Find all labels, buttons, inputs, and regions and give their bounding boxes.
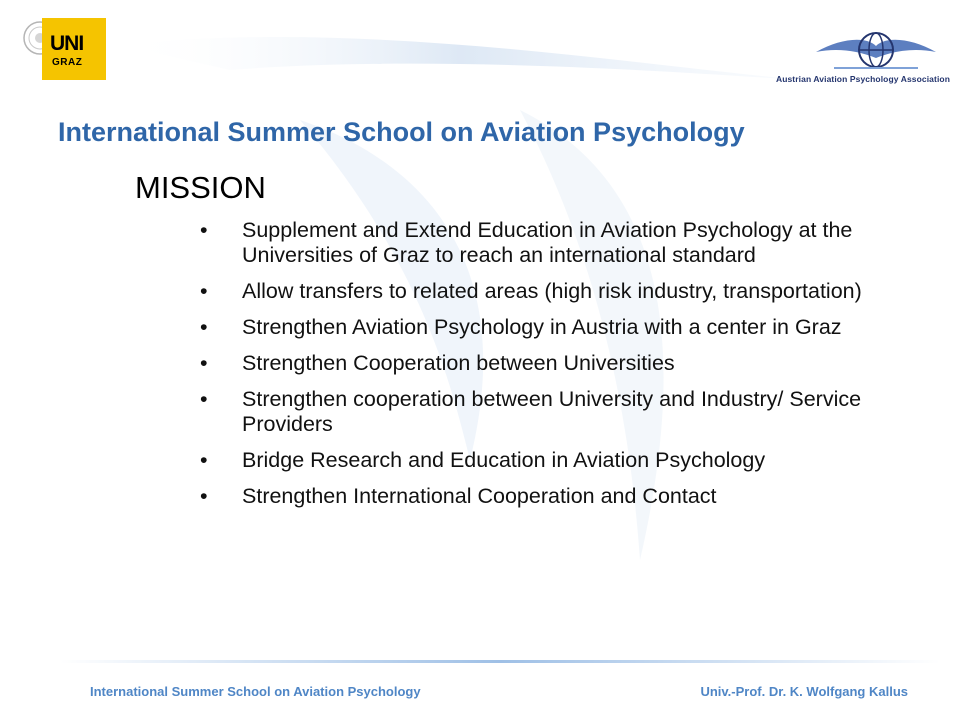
bullet-marker: •	[200, 218, 208, 242]
uni-graz-logo-line2: GRAZ	[52, 57, 83, 68]
uni-graz-logo-line1: UNI	[50, 32, 84, 55]
bullet-marker: •	[200, 279, 208, 303]
bullet-item	[200, 351, 920, 376]
bullet-marker: •	[200, 387, 208, 411]
slide-title: International Summer School on Aviation Psychology	[58, 117, 745, 147]
footer-course-name: International Summer School on Aviation Psychology	[90, 684, 421, 699]
bullet-marker: •	[200, 315, 208, 339]
bullet-marker: •	[200, 484, 208, 508]
mission-bullet-list	[200, 218, 920, 509]
bullet-item	[200, 387, 920, 437]
mission-heading: MISSION	[135, 170, 266, 205]
bullet-item	[200, 448, 920, 473]
bullet-text: Allow transfers to related areas (high risk industry, transportation)	[242, 279, 862, 303]
bullet-marker: •	[200, 351, 208, 375]
bullet-item	[200, 315, 920, 340]
bullet-item	[200, 279, 920, 304]
footer-divider	[60, 660, 940, 663]
footer-author: Univ.-Prof. Dr. K. Wolfgang Kallus	[700, 684, 908, 699]
bullet-text: Strengthen Aviation Psychology in Austria with a center in Graz	[242, 315, 842, 339]
bullet-item	[200, 218, 920, 268]
aapa-name: Austrian Aviation Psychology Association	[775, 74, 950, 84]
bullet-text: Strengthen International Cooperation and Contact	[242, 484, 717, 508]
bullet-text: Strengthen Cooperation between Universities	[242, 351, 675, 375]
bullet-marker: •	[200, 448, 208, 472]
bullet-text: Bridge Research and Education in Aviation Psychology	[242, 448, 766, 472]
uni-graz-logo	[42, 18, 106, 80]
bullet-text: Supplement and Extend Education in Aviation Psychology at the Universities of Graz to reach an international standard	[242, 218, 853, 267]
bullet-item	[200, 484, 920, 509]
bullet-text: Strengthen cooperation between University and Industry/ Service Providers	[242, 387, 862, 436]
